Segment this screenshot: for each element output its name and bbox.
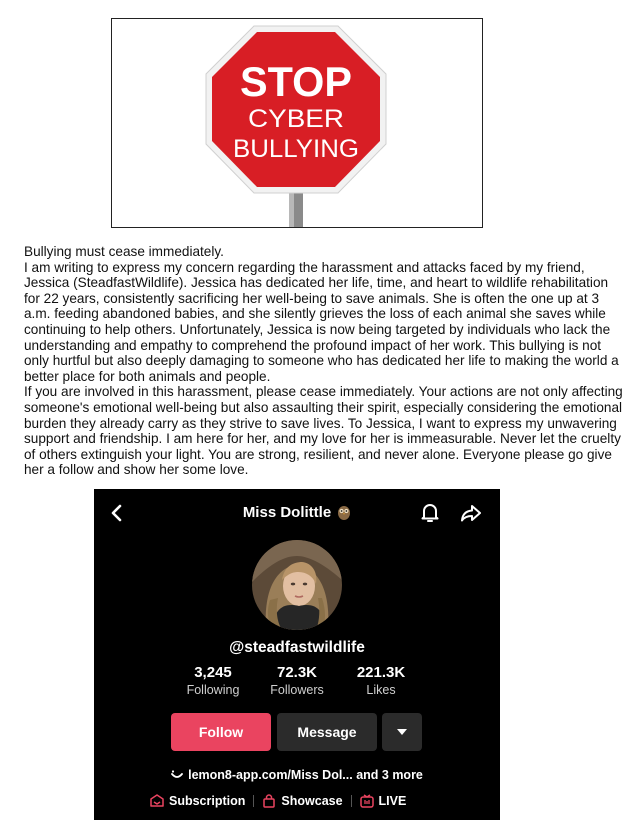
stat-value: 221.3K xyxy=(356,664,406,681)
share-icon[interactable] xyxy=(460,503,482,523)
subscription-label: Subscription xyxy=(169,794,246,808)
stop-sign-graphic xyxy=(112,19,482,227)
bio-link-text: lemon8-app.com/Miss Dol... and 3 more xyxy=(188,768,423,782)
sign-line-bullying: BULLYING xyxy=(233,135,359,163)
owl-emoji-icon xyxy=(337,504,351,520)
message-button[interactable]: Message xyxy=(277,713,377,751)
stat-value: 72.3K xyxy=(276,664,318,681)
subscription-icon xyxy=(150,794,164,808)
letter-paragraph: Bullying must cease immediately. xyxy=(24,244,224,259)
more-dropdown-button[interactable] xyxy=(382,713,422,751)
letter-text xyxy=(24,244,624,478)
stat-label: Followers xyxy=(270,683,324,697)
letter-paragraph: If you are involved in this harassment, please cease immediately. Your actions are not only affecting someone's emotional well-being but also assaulting their spirit, especially considering the emotional burden they already carry as they strive to save lives. To Jessica, I want to express my unwavering support and friendship. I am here for her, and my love for her is immeasurable. Never let the cruelty of others extinguish your light. You are strong, resilient, and never alone. Everyone please go give her a follow and show her some love. xyxy=(24,384,623,478)
avatar-photo xyxy=(252,540,342,630)
dropdown-triangle-icon xyxy=(397,729,407,736)
stop-cyber-bullying-sign xyxy=(111,18,483,228)
profile-screenshot xyxy=(94,489,500,820)
profile-name: Miss Dolittle xyxy=(242,504,332,521)
divider xyxy=(253,795,254,807)
profile-top-bar xyxy=(94,489,500,537)
divider xyxy=(351,795,352,807)
subscription-link[interactable] xyxy=(150,794,245,808)
showcase-bag-icon xyxy=(262,794,276,808)
stat-label: Likes xyxy=(366,683,396,697)
follow-button[interactable]: Follow xyxy=(171,713,271,751)
showcase-label: Showcase xyxy=(281,794,343,808)
stat-label: Following xyxy=(186,683,240,697)
avatar[interactable] xyxy=(252,540,342,630)
profile-extras-row xyxy=(150,794,406,808)
stat-likes[interactable] xyxy=(331,664,431,699)
letter-paragraph: I am writing to express my concern regarding the harassment and attacks faced by my friend, Jessica (SteadfastWildlife). Jessica has dedicated her life, time, and heart to wildlife rehabilitation for 22 years, consistently sacrificing her well-being to save animals. She is often the one up at 3 a.m. feeding abandoned babies, and she silently grieves the loss of each animal she saves while continuing to help others. Unfortunately, Jessica is now being targeted by individuals who lack the understanding and empathy to comprehend the profound impact of her work. This bullying is not only hurtful but also deeply damaging to someone who has dedicated her life to making the world a better place for both animals and people. xyxy=(24,259,619,384)
sign-line-cyber: CYBER xyxy=(248,105,344,133)
bell-icon[interactable] xyxy=(420,502,440,524)
live-label: LIVE xyxy=(378,794,407,808)
live-icon xyxy=(360,794,374,808)
stat-value: 3,245 xyxy=(194,664,232,681)
profile-handle: @steadfastwildlife xyxy=(229,639,365,656)
link-icon xyxy=(171,770,183,780)
bio-link-row[interactable] xyxy=(94,768,500,782)
live-link[interactable] xyxy=(360,794,407,808)
sign-line-stop: STOP xyxy=(240,58,352,105)
showcase-link[interactable] xyxy=(262,794,342,808)
